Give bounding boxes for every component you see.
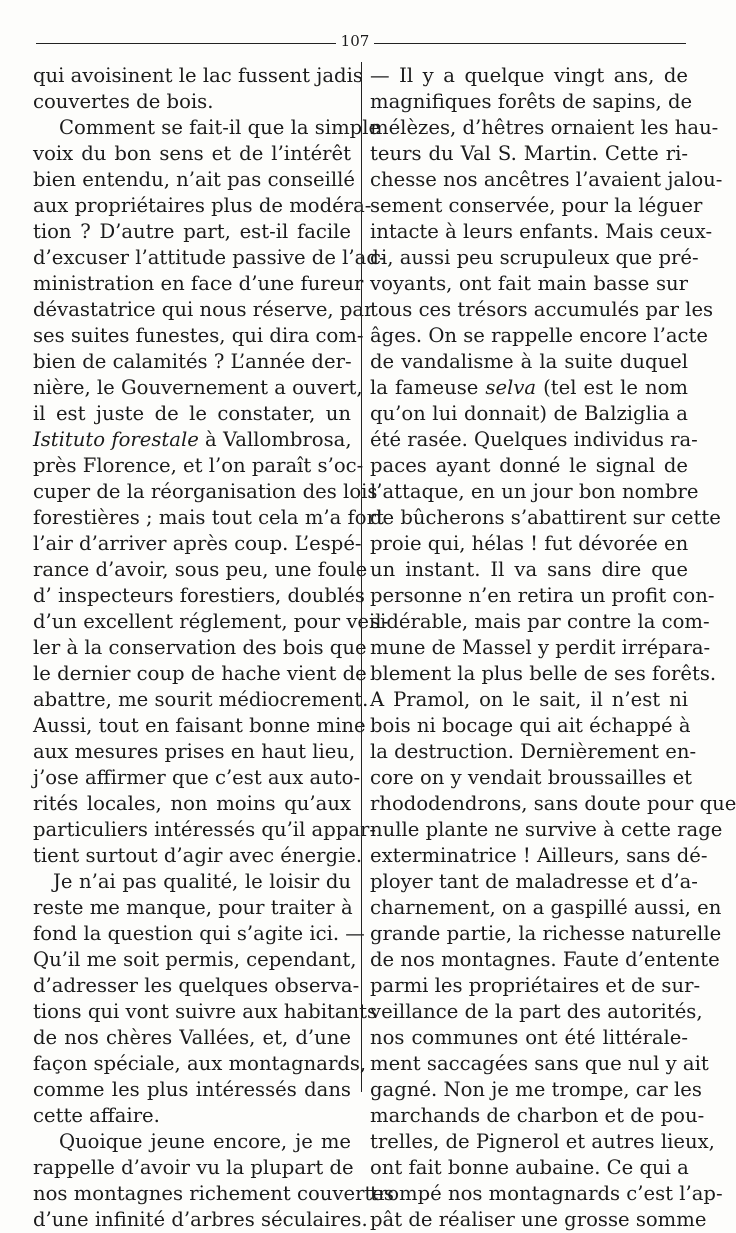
text-line: fond la question qui s’agite ici. —	[33, 922, 365, 945]
text-line: de bûcherons s’abattirent sur cette	[370, 506, 721, 529]
text-line: d’excuser l’attitude passive de l’ad-	[33, 246, 386, 269]
text-line: trompé nos montagnards c’est l’ap-	[370, 1182, 723, 1205]
text-line: tient surtout d’agir avec énergie.	[33, 844, 363, 867]
text-line: Qu’il me soit permis, cependant,	[33, 948, 357, 971]
text-line: trelles, de Pignerol et autres lieux,	[370, 1130, 715, 1153]
text-line: grande partie, la richesse naturelle	[370, 922, 722, 945]
text-line: personne n’en retira un profit con-	[370, 584, 715, 607]
text-line: — Il y a quelque vingt ans, de	[370, 64, 688, 87]
text-line: gagné. Non je me trompe, car les	[370, 1078, 702, 1101]
text-segment: (tel est le nom	[536, 376, 688, 399]
text-line: voix du bon sens et de l’intérêt	[33, 142, 351, 165]
text-line: il est juste de le constater, un	[33, 402, 351, 425]
column-divider	[361, 62, 362, 1092]
text-line: le dernier coup de hache vient de	[33, 662, 367, 685]
text-line: core on y vendait broussailles et	[370, 766, 693, 789]
text-line: ment saccagées sans que nul y ait	[370, 1052, 709, 1075]
text-line	[370, 375, 688, 401]
italic-text: selva	[485, 376, 537, 399]
italic-text: Istituto forestale	[33, 428, 199, 451]
text-line: ler à la conservation des bois que	[33, 636, 367, 659]
text-line: d’une infinité d’arbres séculaires.	[33, 1208, 368, 1231]
text-segment: à Vallombrosa,	[198, 428, 352, 451]
text-line: pât de réaliser une grosse somme	[370, 1208, 707, 1231]
text-line: tous ces trésors accumulés par les	[370, 298, 714, 321]
text-line: rhododendrons, sans doute pour que	[370, 792, 736, 815]
text-line: marchands de charbon et de pou-	[370, 1104, 705, 1127]
text-line: bois ni bocage qui ait échappé à	[370, 714, 691, 737]
text-line: reste me manque, pour traiter à	[33, 896, 353, 919]
text-line: A Pramol, on le sait, il n’est ni	[370, 688, 688, 711]
text-line: un instant. Il va sans dire que	[370, 558, 688, 581]
text-segment: la fameuse	[370, 376, 486, 399]
text-line: façon spéciale, aux montagnards,	[33, 1052, 367, 1075]
text-line: comme les plus intéressés dans	[33, 1078, 351, 1101]
header-rule-right	[374, 43, 686, 44]
text-line	[33, 427, 351, 453]
text-line: intacte à leurs enfants. Mais ceux-	[370, 220, 713, 243]
text-line: Quoique jeune encore, je me	[59, 1130, 351, 1153]
text-line: voyants, ont fait main basse sur	[370, 272, 688, 295]
text-line: mélèzes, d’hêtres ornaient les hau-	[370, 116, 719, 139]
text-line: la destruction. Dernièrement en-	[370, 740, 697, 763]
text-line: chesse nos ancêtres l’avaient jalou-	[370, 168, 723, 191]
text-line: de nos montagnes. Faute d’entente	[370, 948, 720, 971]
page-number: 107	[340, 32, 370, 50]
text-line: dévastatrice qui nous réserve, par	[33, 298, 374, 321]
text-line: abattre, me sourit médiocrement.	[33, 688, 369, 711]
text-line: ci, aussi peu scrupuleux que pré-	[370, 246, 699, 269]
text-line: veillance de la part des autorités,	[370, 1000, 703, 1023]
text-line: ministration en face d’une fureur	[33, 272, 364, 295]
text-line: nulle plante ne survive à cette rage	[370, 818, 723, 841]
text-line: qu’on lui donnait) de Balziglia a	[370, 402, 688, 425]
text-line: sidérable, mais par contre la com-	[370, 610, 710, 633]
text-line: été rasée. Quelques individus ra-	[370, 428, 698, 451]
text-line: ses suites funestes, qui dira com-	[33, 324, 364, 347]
text-line: âges. On se rappelle encore l’acte	[370, 324, 709, 347]
text-line: aux mesures prises en haut lieu,	[33, 740, 356, 763]
text-line: Comment se fait-il que la simple	[59, 116, 381, 139]
text-line: particuliers intéressés qu’il appar-	[33, 818, 376, 841]
text-line: cuper de la réorganisation des lois	[33, 480, 378, 503]
text-line: rappelle d’avoir vu la plupart de	[33, 1156, 354, 1179]
text-line: l’attaque, en un jour bon nombre	[370, 480, 699, 503]
text-line: rance d’avoir, sous peu, une foule	[33, 558, 368, 581]
text-line: rités locales, non moins qu’aux	[33, 792, 351, 815]
text-line: tion ? D’autre part, est-il facile	[33, 220, 351, 243]
text-line: exterminatrice ! Ailleurs, sans dé-	[370, 844, 708, 867]
text-line: nos communes ont été littérale-	[370, 1026, 688, 1049]
text-line: près Florence, et l’on paraît s’oc-	[33, 454, 364, 477]
page-header	[36, 30, 686, 50]
text-line: j’ose affirmer que c’est aux auto-	[33, 766, 361, 789]
text-line: proie qui, hélas ! fut dévorée en	[370, 532, 689, 555]
text-line: d’ inspecteurs forestiers, doublés	[33, 584, 365, 607]
text-line: teurs du Val S. Martin. Cette ri-	[370, 142, 688, 165]
text-line: l’air d’arriver après coup. L’espé-	[33, 532, 362, 555]
text-line: d’un excellent réglement, pour veil-	[33, 610, 389, 633]
text-line: blement la plus belle de ses forêts.	[370, 662, 717, 685]
header-rule-left	[36, 43, 336, 44]
right-column	[370, 63, 736, 1233]
left-column	[33, 63, 394, 1233]
text-line: Aussi, tout en faisant bonne mine	[33, 714, 366, 737]
text-line: ployer tant de maladresse et d’a-	[370, 870, 698, 893]
text-line: cette affaire.	[33, 1104, 160, 1127]
text-line: qui avoisinent le lac fussent jadis	[33, 64, 363, 87]
text-line: parmi les propriétaires et de sur-	[370, 974, 701, 997]
text-line: sement conservée, pour la léguer	[370, 194, 703, 217]
text-line: de vandalisme à la suite duquel	[370, 350, 688, 373]
text-line: de nos chères Vallées, et, d’une	[33, 1026, 351, 1049]
text-line: tions qui vont suivre aux habitants	[33, 1000, 378, 1023]
text-line: couvertes de bois.	[33, 90, 214, 113]
text-line: charnement, on a gaspillé aussi, en	[370, 896, 722, 919]
text-line: nos montagnes richement couvertes	[33, 1182, 394, 1205]
text-line: bien de calamités ? L’année der-	[33, 350, 352, 373]
text-line: forestières ; mais tout cela m’a fort	[33, 506, 384, 529]
text-line: bien entendu, n’ait pas conseillé	[33, 168, 356, 191]
text-line: paces ayant donné le signal de	[370, 454, 688, 477]
text-line: mune de Massel y perdit irrépara-	[370, 636, 711, 659]
text-line: magnifiques forêts de sapins, de	[370, 90, 693, 113]
text-line: Je n’ai pas qualité, le loisir du	[53, 870, 351, 893]
text-line: aux propriétaires plus de modéra-	[33, 194, 372, 217]
text-line: ont fait bonne aubaine. Ce qui a	[370, 1156, 689, 1179]
text-line: nière, le Gouvernement a ouvert,	[33, 376, 363, 399]
text-line: d’adresser les quelques observa-	[33, 974, 360, 997]
